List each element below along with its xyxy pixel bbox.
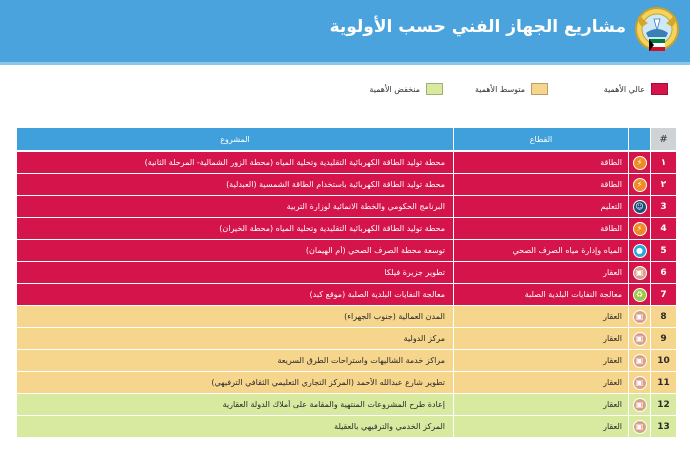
sector-cell: [453, 394, 628, 415]
row-number: ١: [660, 157, 667, 168]
sector-label: الطاقة: [600, 224, 622, 233]
column-header-sector: القطاع: [453, 128, 628, 150]
project-label: معالجة النفايات البلدية الصلبة (موقع كبد): [309, 290, 445, 299]
lightning-icon: ⚡: [633, 178, 647, 192]
project-cell: [17, 262, 453, 283]
legend-item-medium: [475, 83, 548, 95]
table-row[interactable]: [17, 350, 676, 372]
sector-label: الطاقة: [600, 180, 622, 189]
building-icon: ▣: [633, 332, 647, 346]
sector-cell: [453, 240, 628, 261]
table-row[interactable]: [17, 262, 676, 284]
project-label: محطة توليد الطاقة الكهربائية التقليدية وتحلية المياه (محطة الزور الشمالية- المرحلة الثانية): [144, 158, 445, 167]
sector-cell: [453, 372, 628, 393]
legend-swatch-medium: [531, 83, 548, 95]
sector-cell: [453, 262, 628, 283]
row-number-cell: [650, 196, 676, 217]
row-number: 11: [657, 377, 670, 388]
row-number-cell: [650, 240, 676, 261]
project-label: إعادة طرح المشروعات المنتهية والمقامة على أملاك الدولة العقارية: [222, 400, 445, 409]
table-body: [17, 152, 676, 438]
table-row[interactable]: [17, 372, 676, 394]
table-row[interactable]: [17, 174, 676, 196]
row-icon-cell: [628, 218, 650, 239]
row-number-cell: [650, 416, 676, 437]
building-icon: ▣: [633, 398, 647, 412]
sector-cell: [453, 218, 628, 239]
project-label: مركز الدولية: [403, 334, 445, 343]
row-number-cell: [650, 372, 676, 393]
row-icon-cell: [628, 196, 650, 217]
project-cell: [17, 284, 453, 305]
recycle-icon: ♻: [633, 288, 647, 302]
row-icon-cell: [628, 350, 650, 371]
sector-label: العقار: [603, 378, 622, 387]
row-number-cell: [650, 174, 676, 195]
project-label: مراكز خدمة الشاليهات واستراحات الطرق السريعة: [277, 356, 445, 365]
project-cell: [17, 372, 453, 393]
building-icon: ▣: [633, 266, 647, 280]
sector-cell: [453, 284, 628, 305]
legend-label-high: عالي الأهمية: [603, 84, 645, 94]
row-number: 4: [660, 223, 667, 234]
table-row[interactable]: [17, 218, 676, 240]
kuwait-emblem-icon: [632, 5, 682, 57]
header-bar: [0, 0, 690, 62]
page-title: مشاريع الجهاز الفني حسب الأولوية: [329, 17, 626, 37]
project-cell: [17, 218, 453, 239]
sector-label: التعليم: [600, 202, 622, 211]
project-label: البرنامج الحكومي والخطة الانمائية لوزارة التربية: [286, 202, 445, 211]
sector-label: معالجة النفايات البلدية الصلبة: [524, 290, 622, 299]
row-icon-cell: [628, 328, 650, 349]
building-icon: ▣: [633, 376, 647, 390]
sector-cell: [453, 152, 628, 173]
priority-legend: [338, 83, 668, 103]
building-icon: ▣: [633, 310, 647, 324]
project-label: محطة توليد الطاقة الكهربائية التقليدية وتحلية المياه (محطة الخيران): [219, 224, 445, 233]
sector-cell: [453, 174, 628, 195]
project-label: تطوير جزيرة فيلكا: [384, 268, 445, 277]
row-icon-cell: [628, 306, 650, 327]
building-icon: ▣: [633, 354, 647, 368]
table-row[interactable]: [17, 328, 676, 350]
row-number-cell: [650, 152, 676, 173]
projects-table: [17, 128, 676, 438]
row-icon-cell: [628, 240, 650, 261]
row-number-cell: [650, 328, 676, 349]
sector-cell: [453, 196, 628, 217]
table-row[interactable]: [17, 152, 676, 174]
sector-label: العقار: [603, 356, 622, 365]
row-number: 12: [657, 399, 670, 410]
row-number-cell: [650, 306, 676, 327]
row-icon-cell: [628, 284, 650, 305]
column-header-number: #: [650, 128, 676, 150]
row-number: 8: [660, 311, 667, 322]
sector-cell: [453, 416, 628, 437]
row-icon-cell: [628, 152, 650, 173]
row-number-cell: [650, 218, 676, 239]
project-cell: [17, 416, 453, 437]
project-label: تطوير شارع عبدالله الأحمد (المركز التجاري التعليمي الثقافي الترفيهي): [211, 378, 445, 387]
project-label: محطة توليد الطاقة الكهربائية باستخدام الطاقة الشمسية (العبدلية): [226, 180, 445, 189]
sector-cell: [453, 328, 628, 349]
row-number: 9: [660, 333, 667, 344]
project-cell: [17, 152, 453, 173]
project-cell: [17, 350, 453, 371]
row-icon-cell: [628, 394, 650, 415]
column-header-project: المشروع: [220, 134, 250, 144]
row-number-cell: [650, 394, 676, 415]
project-label: توسعة محطة الصرف الصحي (أم الهيمان): [305, 246, 445, 255]
row-number: 3: [660, 201, 667, 212]
person-icon: ☺: [633, 200, 647, 214]
project-label: المركز الخدمي والترفيهي بالعقيلة: [334, 422, 445, 431]
row-number: 10: [657, 355, 670, 366]
sector-label: العقار: [603, 400, 622, 409]
table-row[interactable]: [17, 306, 676, 328]
row-number: 5: [660, 245, 667, 256]
sector-label: الطاقة: [600, 158, 622, 167]
row-icon-cell: [628, 416, 650, 437]
sector-label: العقار: [603, 312, 622, 321]
table-row[interactable]: [17, 394, 676, 416]
row-icon-cell: [628, 174, 650, 195]
project-cell: [17, 240, 453, 261]
row-number-cell: [650, 284, 676, 305]
row-icon-cell: [628, 372, 650, 393]
row-number-cell: [650, 262, 676, 283]
table-row[interactable]: [17, 240, 676, 262]
legend-label-medium: متوسط الأهمية: [474, 84, 525, 94]
sector-label: العقار: [603, 268, 622, 277]
row-number: ٢: [660, 179, 667, 190]
row-number: 6: [660, 267, 667, 278]
lightning-icon: ⚡: [633, 156, 647, 170]
sector-label: العقار: [603, 422, 622, 431]
project-label: المدن العمالية (جنوب الجهراء): [344, 312, 445, 321]
project-cell: [17, 174, 453, 195]
sector-label: العقار: [603, 334, 622, 343]
sector-cell: [453, 306, 628, 327]
legend-item-high: [604, 83, 668, 95]
project-cell: [17, 306, 453, 327]
project-cell: [17, 328, 453, 349]
project-cell: [17, 394, 453, 415]
row-number: 13: [657, 421, 670, 432]
project-cell: [17, 196, 453, 217]
table-row[interactable]: [17, 196, 676, 218]
table-row[interactable]: [17, 416, 676, 438]
building-icon: ▣: [633, 420, 647, 434]
legend-label-low: منخفض الأهمية: [369, 84, 420, 94]
column-header-icon: [628, 128, 650, 150]
header-stripe: [0, 62, 690, 65]
sector-label: المياه وإدارة مياه الصرف الصحي: [512, 246, 622, 255]
table-header-row: [17, 128, 676, 152]
lightning-icon: ⚡: [633, 222, 647, 236]
table-row[interactable]: [17, 284, 676, 306]
row-number: 7: [660, 289, 667, 300]
sector-cell: [453, 350, 628, 371]
water-drop-icon: ●: [633, 244, 647, 258]
legend-item-low: [369, 83, 443, 95]
row-number-cell: [650, 350, 676, 371]
row-icon-cell: [628, 262, 650, 283]
legend-swatch-low: [426, 83, 443, 95]
legend-swatch-high: [651, 83, 668, 95]
